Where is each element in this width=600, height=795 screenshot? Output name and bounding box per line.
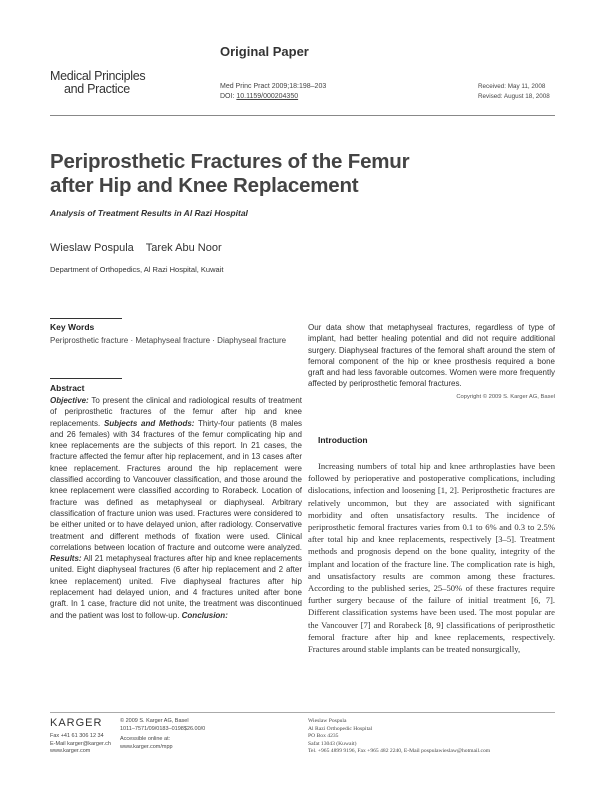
publication-info	[120, 718, 205, 751]
objective-text: To present the clinical and radiological results of treatment of periprosthetic fractures of the femur after hip and knee replacements.	[50, 396, 302, 428]
article-title	[50, 150, 510, 198]
received-date: Received: May 11, 2008	[478, 83, 546, 90]
issn: 1011–7571/09/0183–0198$26.00/0	[120, 725, 206, 732]
corr-dept: Al Razi Orthopedic Hospital	[308, 725, 373, 732]
header-divider	[50, 115, 555, 116]
corr-contact: Tel. +965 4899 9196, Fax +965 482 2240, E-Mail pospulawieslaw@hotmail.com	[308, 748, 491, 754]
title-line1: Periprosthetic Fractures of the Femur	[50, 150, 410, 173]
footer-copyright: © 2009 S. Karger AG, Basel	[120, 718, 189, 724]
results-text: All 21 metaphyseal fractures after hip and knee replacements united. Eight diaphyseal fractures (6 after hip replacement and 2 after knee replacement) united. Five diaphyseal fractures after hip replacement had delayed union, and 4 fractures united after bone graft. In 1 case, fracture did not unite, the treatment was discontinued and the patient was lost to follow-up.	[50, 554, 302, 620]
methods-label: Subjects and Methods:	[103, 418, 195, 428]
publisher-fax: Fax +41 61 306 12 34	[50, 733, 104, 739]
correspondence	[308, 718, 490, 756]
conclusion-text: Our data show that metaphyseal fractures, regardless of type of implant, had better healing potential and did not require additional surgery. Diaphyseal fractures of the femoral shaft around the stem of femoral component of the hip or knee prosthesis required a bone graft and had less favorable outcomes. Women were more frequently affected by periprosthetic femoral fractures.	[308, 323, 555, 389]
publisher-email[interactable]: E-Mail karger@karger.ch	[50, 740, 111, 747]
journal-name-line2: and Practice	[64, 82, 130, 96]
keywords-heading: Key Words	[50, 322, 95, 332]
citation: Med Princ Pract 2009;18:198–203	[220, 83, 327, 90]
conclusion-label: Conclusion:	[181, 610, 228, 620]
results-label: Results:	[50, 554, 82, 564]
keywords-rule	[50, 318, 122, 319]
keywords-text: Periprosthetic fracture · Metaphyseal fracture · Diaphyseal fracture	[50, 336, 287, 345]
online-label: Accessible online at:	[120, 736, 171, 742]
introduction-text: Increasing numbers of total hip and knee arthroplasties have been followed by perioperative and postoperative complications, including dislocations, infection and loosening [1, 2]. Periprosthetic fractures are relatively uncommon, but they are associated with significant morbidity and often unsatisfactory results. The incidence of periprosthetic femoral fractures varies from 0.1 to 6% and 0.3 to 2.5% after total hip and knee replacements, respectively [3–5]. Treatment methods and prognosis depend on the bone quality, integrity of the implant and location of the fracture line. The complication rate is high, and unsatisfactory results are common among these fractures. According to the published series, 25–50% of these fractures require further surgery because of the failure of initial treatment [6, 7]. Different classification systems have been used. The most popular are the Vancouver [7] and Rorabeck [8, 9] classifications of periprosthetic femoral fracture after hip and knee replacements, respectively. Fractures around stable implants can be treated nonsurgically,	[308, 461, 555, 655]
objective-label: Objective:	[50, 396, 89, 405]
abstract-rule	[50, 378, 122, 379]
abstract-text-right	[308, 322, 555, 403]
doi-line	[220, 92, 326, 102]
revised-date: Revised: August 18, 2008	[478, 92, 550, 100]
publisher-web[interactable]: www.karger.com	[50, 748, 91, 754]
copyright-notice: Copyright © 2009 S. Karger AG, Basel	[456, 393, 555, 400]
corr-po: PO Box 4235	[308, 733, 339, 739]
dates-block	[478, 82, 550, 101]
doi-label: DOI:	[220, 93, 235, 100]
affiliation: Department of Orthopedics, Al Razi Hospital, Kuwait	[50, 265, 224, 274]
online-url[interactable]: www.karger.com/mpp	[120, 743, 173, 750]
publisher-logo: KARGER	[50, 717, 103, 729]
corr-name: Wieslaw Pospula	[308, 718, 347, 724]
authors: Wieslaw Pospula Tarek Abu Noor	[50, 242, 222, 254]
abstract-heading: Abstract	[50, 383, 85, 393]
title-line2: after Hip and Knee Replacement	[50, 174, 359, 197]
corr-city: Safat 13043 (Kuwait)	[308, 740, 357, 747]
article-subtitle: Analysis of Treatment Results in Al Razi Hospital	[50, 208, 248, 218]
citation-block	[220, 82, 326, 102]
journal-logo	[50, 70, 160, 96]
introduction-heading: Introduction	[318, 435, 368, 445]
journal-name-line1: Medical Principles	[50, 69, 146, 83]
methods-text: Thirty-four patients (8 males and 26 females) with 34 fractures of the femur complicating hip and knee replacements are the subjects of this report. In 21 cases, the fracture affected the femur after hip replacement, and in 13 cases after knee replacement. Fractures around the hip replacement were classified according to Vancouver classification, and those around the knee replacement were classified according to Rorabeck. Location of fracture was defined as metaphyseal or diaphyseal. Arbitrary classification of fracture union was used. Fractures were considered to be either united or to have delayed union, after radiology. Conservative treatment and different methods of fixation were used. Clinical correlations between location of fracture and outcome were analyzed.	[50, 418, 303, 552]
doi-link[interactable]: 10.1159/000204350	[236, 93, 299, 100]
article-type: Original Paper	[220, 44, 309, 59]
footer-divider	[50, 712, 555, 713]
publisher-contact	[50, 733, 111, 756]
abstract-text-left	[50, 395, 302, 621]
